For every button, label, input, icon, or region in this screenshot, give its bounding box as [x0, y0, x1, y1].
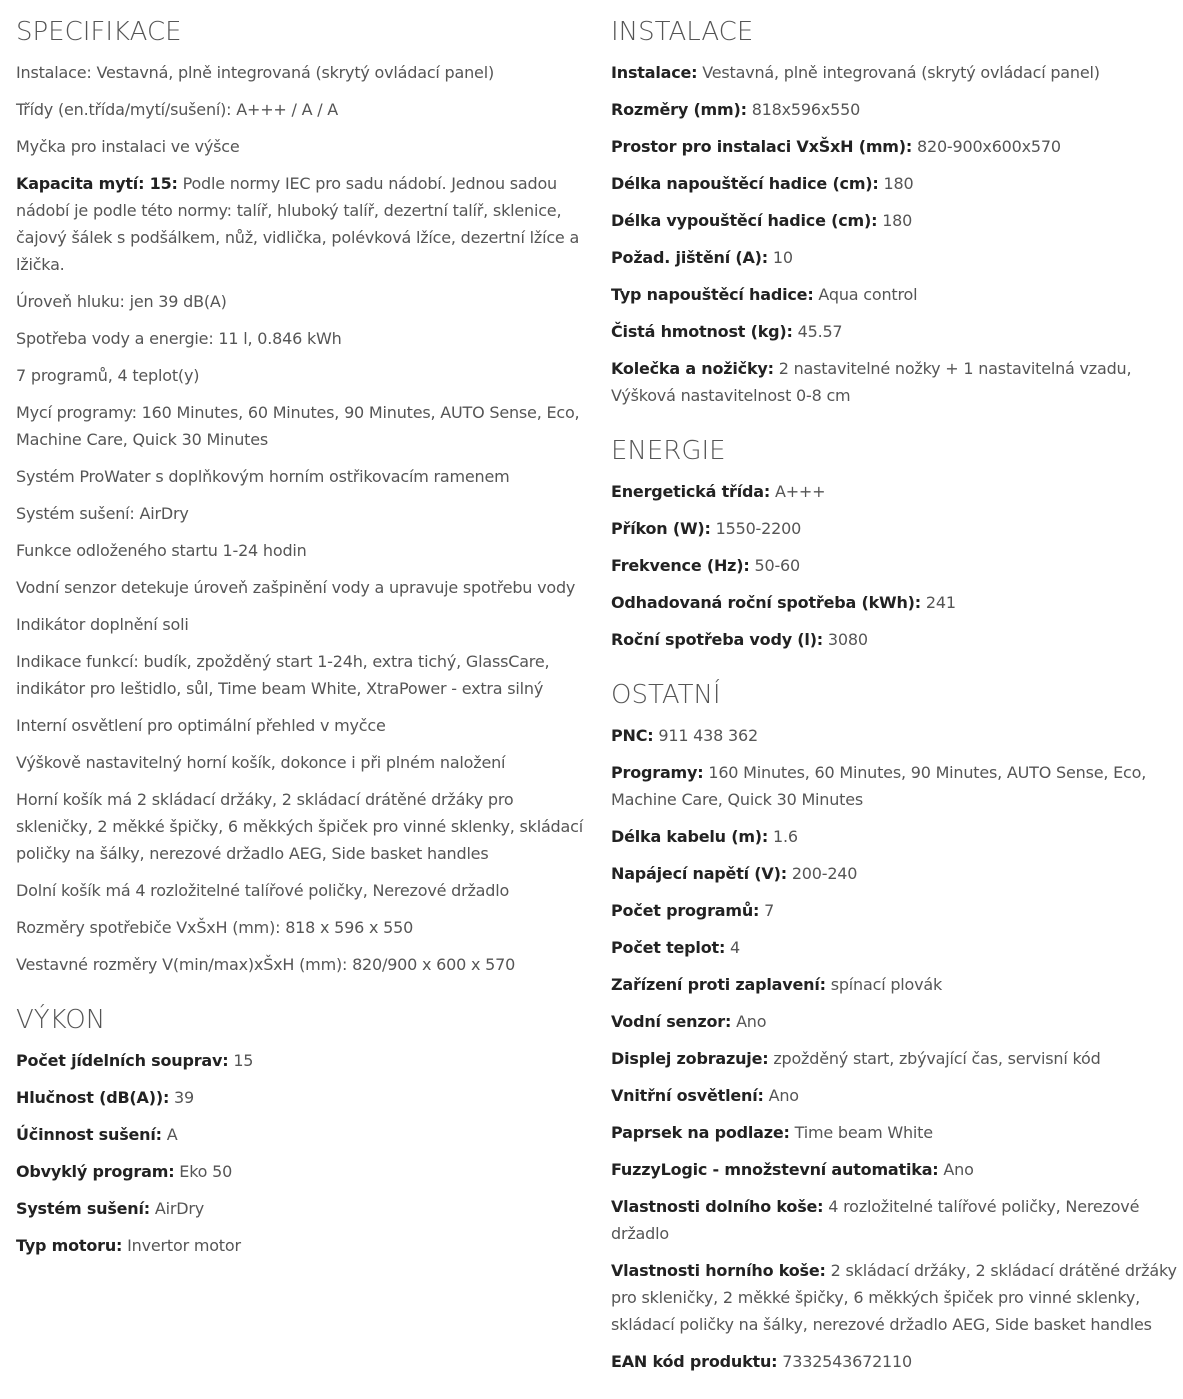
spec-label: Délka vypouštěcí hadice (cm): [611, 211, 878, 230]
spec-label: Vodní senzor: [611, 1012, 732, 1031]
spec-value: 39 [174, 1088, 195, 1107]
spec-label: Frekvence (Hz): [611, 556, 750, 575]
spec-item: Úroveň hluku: jen 39 dB(A) [16, 292, 227, 311]
spec-label: Kolečka a nožičky: [611, 359, 774, 378]
spec-item [611, 281, 1177, 308]
spec-item: Vodní senzor detekuje úroveň zašpinění vody a upravuje spotřebu vody [16, 578, 576, 597]
spec-item: Rozměry spotřebiče VxŠxH (mm): 818 x 596 x 550 [16, 918, 414, 937]
spec-label: Displej zobrazuje: [611, 1049, 769, 1068]
spec-item [611, 478, 1177, 505]
spec-label: Hlučnost (dB(A)): [16, 1088, 170, 1107]
spec-list [611, 478, 1177, 653]
spec-label: Čistá hmotnost (kg): [611, 322, 793, 341]
section-title-vykon: VÝKON [16, 1005, 106, 1035]
spec-item: Myčka pro instalaci ve výšce [16, 137, 240, 156]
spec-value: 45.57 [797, 322, 843, 341]
spec-item [611, 860, 1177, 887]
spec-value: 160 Minutes, 60 Minutes, 90 Minutes, AUTO Sense, Eco, Machine Care, Quick 30 Minutes [611, 763, 1147, 809]
section-ostatni [611, 679, 1177, 1375]
spec-item: Třídy (en.třída/mytí/sušení): A+++ / A / A [16, 100, 339, 119]
spec-item [611, 170, 1177, 197]
spec-list [611, 59, 1177, 409]
spec-value: Time beam White [794, 1123, 933, 1142]
spec-value: spínací plovák [830, 975, 943, 994]
spec-label: Paprsek na podlaze: [611, 1123, 790, 1142]
spec-item: Dolní košík má 4 rozložitelné talířové poličky, Nerezové držadlo [16, 881, 510, 900]
spec-item [611, 96, 1177, 123]
spec-item: 7 programů, 4 teplot(y) [16, 366, 200, 385]
section-title-energie: ENERGIE [611, 436, 726, 466]
spec-item [611, 1156, 1177, 1183]
section-instalace [611, 16, 1177, 409]
spec-item [611, 971, 1177, 998]
spec-label: Kapacita mytí: 15: [16, 174, 178, 193]
spec-value: 818x596x550 [751, 100, 861, 119]
spec-item [16, 170, 584, 278]
spec-value: 180 [883, 174, 914, 193]
section-vykon [16, 1004, 584, 1259]
spec-label: Energetická třída: [611, 482, 771, 501]
spec-value: 2 skládací držáky, 2 skládací drátěné držáky pro skleničky, 2 měkké špičky, 6 měkkých špiček pro vinné sklenky, skládací poličky na šálky, nerezové držadlo AEG, Side basket handles [611, 1261, 1177, 1334]
spec-value: 3080 [827, 630, 868, 649]
spec-value: 4 [730, 938, 741, 957]
spec-label: Délka kabelu (m): [611, 827, 769, 846]
spec-item: Vestavné rozměry V(min/max)xŠxH (mm): 820/900 x 600 x 570 [16, 955, 516, 974]
spec-value: Invertor motor [127, 1236, 241, 1255]
spec-value: 7332543672110 [782, 1352, 912, 1371]
spec-item: Indikace funkcí: budík, zpožděný start 1-24h, extra tichý, GlassCare, indikátor pro leštidlo, sůl, Time beam White, XtraPower - extra silný [16, 652, 550, 698]
section-title-ostatni: OSTATNÍ [611, 680, 721, 710]
spec-value: 180 [882, 211, 913, 230]
spec-item: Systém sušení: AirDry [16, 504, 189, 523]
spec-item: Spotřeba vody a energie: 11 l, 0.846 kWh [16, 329, 342, 348]
spec-item: Horní košík má 2 skládací držáky, 2 skládací drátěné držáky pro skleničky, 2 měkké špičky, 6 měkkých špiček pro vinné sklenky, skládací poličky na šálky, nerezové držadlo AEG, Side basket handles [16, 790, 583, 863]
spec-label: Příkon (W): [611, 519, 711, 538]
spec-label: Instalace: [611, 63, 698, 82]
spec-item [611, 515, 1177, 542]
spec-value: 10 [772, 248, 793, 267]
spec-item [16, 1084, 584, 1111]
spec-label: Vnitřní osvětlení: [611, 1086, 764, 1105]
spec-label: Počet teplot: [611, 938, 726, 957]
spec-value: 1550-2200 [715, 519, 802, 538]
spec-item: Systém ProWater s doplňkovým horním ostřikovacím ramenem [16, 467, 510, 486]
spec-label: EAN kód produktu: [611, 1352, 778, 1371]
spec-value: 200-240 [791, 864, 858, 883]
spec-label: PNC: [611, 726, 654, 745]
spec-item [611, 59, 1177, 86]
spec-item [611, 1257, 1177, 1338]
spec-label: FuzzyLogic - množstevní automatika: [611, 1160, 939, 1179]
spec-label: Roční spotřeba vody (l): [611, 630, 824, 649]
section-title-instalace: INSTALACE [611, 17, 754, 47]
spec-label: Systém sušení: [16, 1199, 150, 1218]
spec-label: Odhadovaná roční spotřeba (kWh): [611, 593, 921, 612]
spec-label: Vlastnosti dolního koše: [611, 1197, 824, 1216]
spec-label: Požad. jištění (A): [611, 248, 768, 267]
spec-list [16, 59, 584, 978]
spec-value: Aqua control [818, 285, 918, 304]
right-column [611, 0, 1177, 1385]
spec-item: Indikátor doplnění soli [16, 615, 189, 634]
spec-item [611, 1119, 1177, 1146]
spec-value: 15 [233, 1051, 254, 1070]
spec-label: Počet jídelních souprav: [16, 1051, 229, 1070]
spec-item [611, 133, 1177, 160]
spec-item: Funkce odloženého startu 1-24 hodin [16, 541, 307, 560]
spec-value: Ano [943, 1160, 974, 1179]
spec-label: Délka napouštěcí hadice (cm): [611, 174, 879, 193]
section-specifikace [16, 16, 584, 978]
spec-label: Obvyklý program: [16, 1162, 175, 1181]
spec-item [611, 759, 1177, 813]
section-title-specifikace: SPECIFIKACE [16, 17, 182, 47]
spec-value: 4 rozložitelné talířové poličky, Nerezové držadlo [611, 1197, 1140, 1243]
spec-item: Mycí programy: 160 Minutes, 60 Minutes, 90 Minutes, AUTO Sense, Eco, Machine Care, Quick 30 Minutes [16, 403, 580, 449]
spec-item [611, 1193, 1177, 1247]
spec-item [611, 244, 1177, 271]
left-column [16, 0, 584, 1269]
spec-value: 50-60 [754, 556, 800, 575]
spec-item [16, 1047, 584, 1074]
spec-item [611, 897, 1177, 924]
spec-item: Instalace: Vestavná, plně integrovaná (skrytý ovládací panel) [16, 63, 494, 82]
spec-item [611, 207, 1177, 234]
spec-item [611, 1008, 1177, 1035]
spec-value: 911 438 362 [658, 726, 758, 745]
spec-value: Ano [768, 1086, 799, 1105]
spec-value: AirDry [154, 1199, 205, 1218]
spec-item [611, 589, 1177, 616]
spec-list [611, 722, 1177, 1375]
spec-value: Eko 50 [179, 1162, 233, 1181]
spec-value: zpožděný start, zbývající čas, servisní kód [773, 1049, 1101, 1068]
spec-value: 2 nastavitelné nožky + 1 nastavitelná vzadu, Výšková nastavitelnost 0-8 cm [611, 359, 1132, 405]
spec-value: 820-900x600x570 [916, 137, 1061, 156]
spec-item [16, 1232, 584, 1259]
spec-item [611, 626, 1177, 653]
spec-list [16, 1047, 584, 1259]
spec-item [611, 1045, 1177, 1072]
spec-item [611, 355, 1177, 409]
spec-label: Prostor pro instalaci VxŠxH (mm): [611, 137, 913, 156]
spec-value: A+++ [774, 482, 826, 501]
spec-item [16, 1121, 584, 1148]
spec-item [611, 1082, 1177, 1109]
spec-item [16, 1158, 584, 1185]
spec-label: Účinnost sušení: [16, 1125, 162, 1144]
spec-item [611, 1348, 1177, 1375]
spec-label: Zařízení proti zaplavení: [611, 975, 826, 994]
spec-value: Vestavná, plně integrovaná (skrytý ovládací panel) [702, 63, 1100, 82]
spec-value: 1.6 [773, 827, 798, 846]
spec-value: 241 [925, 593, 956, 612]
spec-item: Interní osvětlení pro optimální přehled v myčce [16, 716, 386, 735]
spec-item [611, 722, 1177, 749]
spec-value: Podle normy IEC pro sadu nádobí. Jednou sadou nádobí je podle této normy: talíř, hluboký talíř, dezertní talíř, sklenice, čajový šálek s podšálkem, nůž, vidlička, polévková lžíce, dezertní lžíce a lžička. [16, 174, 580, 274]
spec-label: Programy: [611, 763, 704, 782]
spec-value: A [166, 1125, 178, 1144]
spec-label: Rozměry (mm): [611, 100, 747, 119]
spec-value: 7 [764, 901, 775, 920]
section-energie [611, 435, 1177, 653]
spec-item [611, 934, 1177, 961]
spec-item [611, 318, 1177, 345]
spec-value: Ano [736, 1012, 767, 1031]
spec-label: Počet programů: [611, 901, 760, 920]
spec-label: Vlastnosti horního koše: [611, 1261, 826, 1280]
spec-label: Napájecí napětí (V): [611, 864, 787, 883]
spec-item [611, 823, 1177, 850]
spec-item [16, 1195, 584, 1222]
spec-label: Typ motoru: [16, 1236, 123, 1255]
spec-item: Výškově nastavitelný horní košík, dokonce i při plném naložení [16, 753, 506, 772]
spec-item [611, 552, 1177, 579]
spec-label: Typ napouštěcí hadice: [611, 285, 814, 304]
